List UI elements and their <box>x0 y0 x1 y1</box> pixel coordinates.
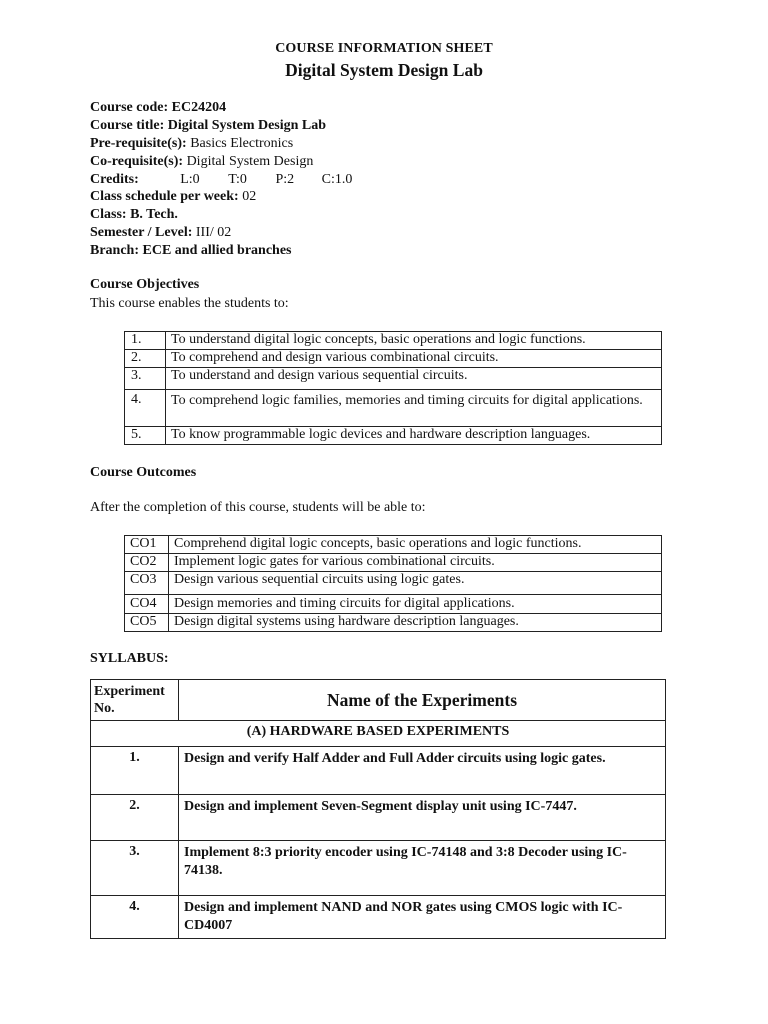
outcomes-heading: Course Outcomes <box>90 465 197 480</box>
schedule-row <box>90 188 352 206</box>
outcome-code: CO4 <box>125 595 169 614</box>
experiment-number: 1. <box>91 747 179 795</box>
objectives-table <box>124 331 662 445</box>
experiment-row <box>91 747 666 795</box>
outcome-row <box>125 595 662 614</box>
branch-label: Branch: <box>90 243 139 259</box>
semester-value: III/ 02 <box>195 225 232 241</box>
outcome-code: CO3 <box>125 572 169 595</box>
outcome-row <box>125 572 662 595</box>
outcome-row <box>125 554 662 572</box>
objective-row <box>125 427 662 445</box>
experiment-number-header: Experiment No. <box>91 680 179 721</box>
course-code-label: Course code: <box>90 100 169 115</box>
objectives-intro: This course enables the students to: <box>90 296 289 311</box>
objective-number: 1. <box>125 332 166 350</box>
prerequisite-label: Pre-requisite(s): <box>90 135 187 151</box>
credits-lecture: L:0 <box>180 171 200 187</box>
objective-row <box>125 368 662 390</box>
outcome-row <box>125 614 662 632</box>
experiment-number: 3. <box>91 841 179 896</box>
objective-row <box>125 390 662 427</box>
experiment-name-header: Name of the Experiments <box>179 680 666 721</box>
branch-row <box>90 242 352 260</box>
outcome-text: Implement logic gates for various combinational circuits. <box>169 554 662 572</box>
outcome-row <box>125 536 662 554</box>
objectives-heading: Course Objectives <box>90 277 200 292</box>
course-name-title: Digital System Design Lab <box>285 60 483 80</box>
course-title-row <box>90 117 352 135</box>
objective-row <box>125 332 662 350</box>
syllabus-group-row <box>91 721 666 747</box>
corequisite-row <box>90 153 352 171</box>
outcome-code: CO2 <box>125 554 169 572</box>
class-label: Class: <box>90 207 127 223</box>
outcome-code: CO1 <box>125 536 169 554</box>
schedule-value: 02 <box>242 189 257 205</box>
prerequisite-value: Basics Electronics <box>190 135 294 151</box>
outcome-text: Design memories and timing circuits for digital applications. <box>169 595 662 614</box>
experiment-row <box>91 795 666 841</box>
credits-tutorial: T:0 <box>228 171 247 187</box>
syllabus-heading: SYLLABUS: <box>90 651 169 666</box>
objective-text: To understand and design various sequential circuits. <box>166 368 662 390</box>
objective-number: 3. <box>125 368 166 390</box>
outcomes-table <box>124 535 662 632</box>
experiment-name: Design and implement Seven-Segment display unit using IC-7447. <box>179 795 666 841</box>
course-code-value: EC24204 <box>171 100 227 115</box>
outcome-text: Comprehend digital logic concepts, basic operations and logic functions. <box>169 536 662 554</box>
objective-text: To know programmable logic devices and hardware description languages. <box>166 427 662 445</box>
corequisite-label: Co-requisite(s): <box>90 153 184 169</box>
experiment-number: 4. <box>91 896 179 939</box>
outcome-text: Design various sequential circuits using logic gates. <box>169 572 662 595</box>
credits-total: C:1.0 <box>321 171 353 187</box>
outcome-text: Design digital systems using hardware description languages. <box>169 614 662 632</box>
course-title-value: Digital System Design Lab <box>167 117 327 133</box>
experiment-row <box>91 896 666 939</box>
credits-row <box>90 171 352 189</box>
objective-number: 5. <box>125 427 166 445</box>
objective-number: 4. <box>125 390 166 427</box>
syllabus-table <box>90 679 666 939</box>
semester-label: Semester / Level: <box>90 225 193 241</box>
objective-number: 2. <box>125 350 166 368</box>
objective-text: To understand digital logic concepts, basic operations and logic functions. <box>166 332 662 350</box>
experiment-row <box>91 841 666 896</box>
branch-value: ECE and allied branches <box>142 243 292 259</box>
experiment-name: Design and verify Half Adder and Full Adder circuits using logic gates. <box>179 747 666 795</box>
semester-row <box>90 224 352 242</box>
corequisite-value: Digital System Design <box>186 153 314 169</box>
schedule-label: Class schedule per week: <box>90 189 239 205</box>
hardware-experiments-group: (A) HARDWARE BASED EXPERIMENTS <box>91 721 666 747</box>
sheet-title: COURSE INFORMATION SHEET <box>275 41 493 56</box>
syllabus-header-row <box>91 680 666 721</box>
class-row <box>90 206 352 224</box>
credits-label: Credits: <box>90 171 139 187</box>
experiment-name: Implement 8:3 priority encoder using IC-74148 and 3:8 Decoder using IC-74138. <box>179 841 666 896</box>
experiment-number: 2. <box>91 795 179 841</box>
outcomes-intro: After the completion of this course, students will be able to: <box>90 500 426 515</box>
class-value: B. Tech. <box>130 207 178 223</box>
objective-row <box>125 350 662 368</box>
credits-practical: P:2 <box>275 171 295 187</box>
outcome-code: CO5 <box>125 614 169 632</box>
course-code-row <box>90 99 352 117</box>
experiment-name: Design and implement NAND and NOR gates using CMOS logic with IC-CD4007 <box>179 896 666 939</box>
objective-text: To comprehend logic families, memories and timing circuits for digital applications. <box>166 390 662 427</box>
objective-text: To comprehend and design various combinational circuits. <box>166 350 662 368</box>
course-title-label: Course title: <box>90 117 165 133</box>
course-info-block <box>90 99 352 260</box>
prerequisite-row <box>90 135 352 153</box>
